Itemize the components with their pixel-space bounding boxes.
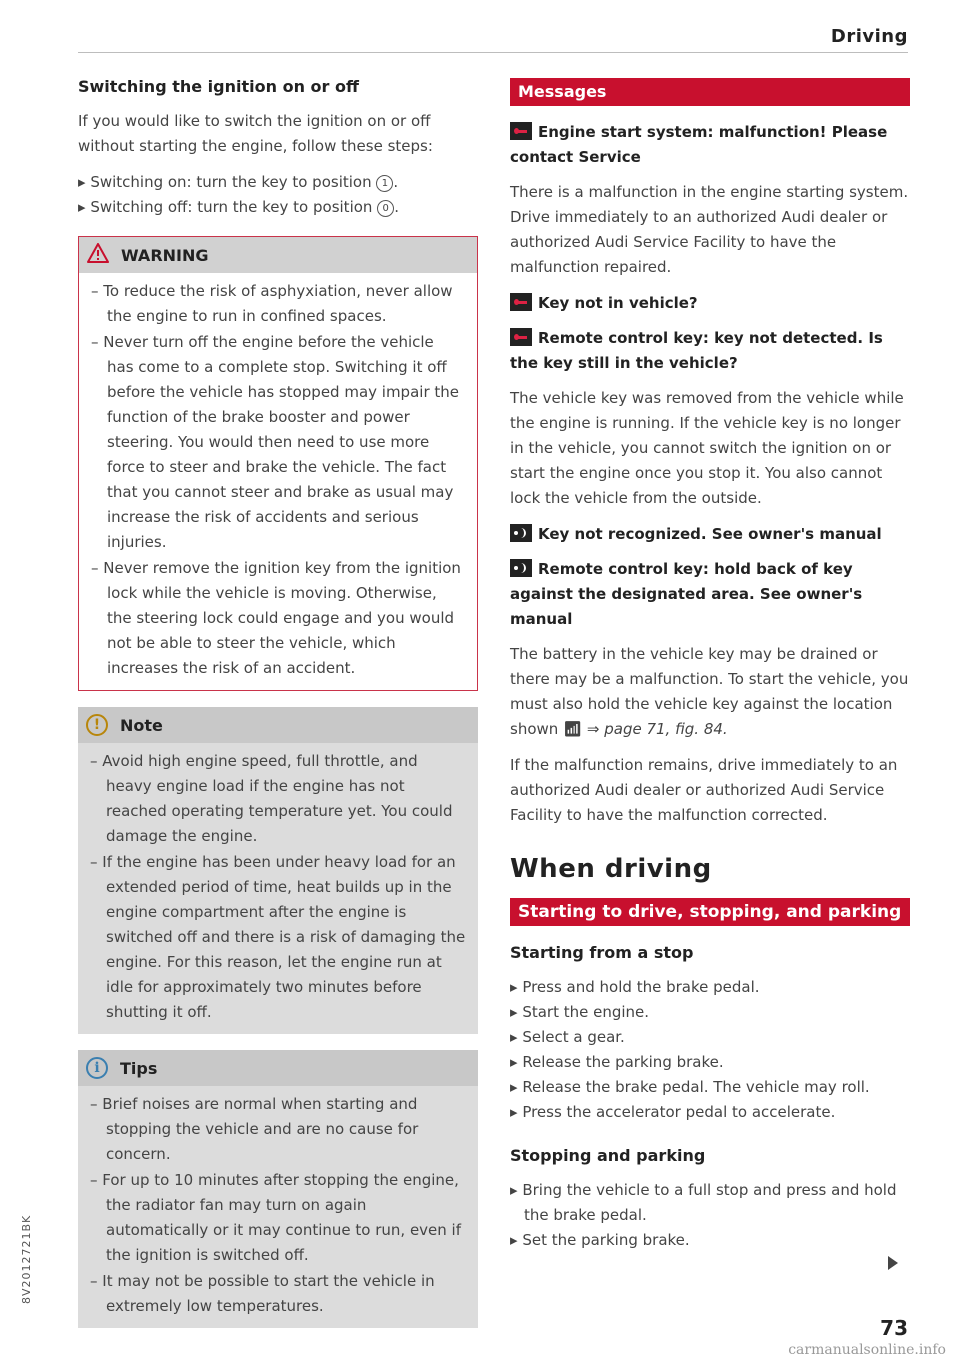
step-item: ▸ Start the engine. <box>510 1000 910 1025</box>
tips-body <box>78 1086 478 1328</box>
note-header <box>78 707 478 743</box>
step-switch-on: ▸ Switching on: turn the key to position 1 . <box>78 170 478 195</box>
info-circle-icon: i <box>86 1057 108 1079</box>
section-title: Driving <box>830 26 908 47</box>
message-hold-key-text-2: If the malfunction remains, drive immediately to an authorized Audi dealer or authorized Audi Service Facility to have the malfunction corrected. <box>510 756 898 824</box>
position-0-icon: 0 <box>377 200 394 217</box>
message-key-not-recognized: Key not recognized. See owner's manual <box>510 522 910 547</box>
step-item: ▸ Bring the vehicle to a full stop and press and hold the brake pedal. <box>510 1178 910 1228</box>
exclamation-circle-icon: ! <box>86 714 108 736</box>
page-number: 73 <box>880 1316 908 1340</box>
document-code: 8V2012721BK <box>20 1214 33 1304</box>
note-body <box>78 743 478 1034</box>
tips-item: – It may not be possible to start the vehicle in extremely low temperatures. <box>90 1269 466 1319</box>
continued-arrow-icon <box>888 1256 898 1270</box>
key-location-icon: 📶︎ <box>563 720 583 738</box>
step-item: ▸ Release the brake pedal. The vehicle may roll. <box>510 1075 910 1100</box>
starting-heading: Starting from a stop <box>510 943 694 962</box>
message-key-not-detected: Remote control key: key not detected. Is the key still in the vehicle? <box>510 329 883 372</box>
step-item: ▸ Select a gear. <box>510 1025 910 1050</box>
note-title: Note <box>120 715 163 735</box>
warning-item: – Never remove the ignition key from the ignition lock while the vehicle is moving. Otherwise, the steering lock could engage and you would not be able to steer the vehicle, which increases the risk of an accident. <box>91 556 465 681</box>
note-box <box>78 707 478 1034</box>
message-key-not-detected-text: The vehicle key was removed from the vehicle while the engine is running. If the vehicle key is no longer in the vehicle, you cannot switch the ignition on or start the engine once you stop it. You also cannot lock the vehicle from the outside. <box>510 389 904 507</box>
warning-triangle-icon <box>87 243 109 267</box>
message-engine-start: Engine start system: malfunction! Please contact Service <box>510 123 888 166</box>
note-item: – If the engine has been under heavy load for an extended period of time, heat builds up in the engine compartment after the engine is switched off and there is a risk of damaging the engine. For this reason, let the engine run at idle for approximately two minutes before shutting it off. <box>90 850 466 1025</box>
tips-item: – Brief noises are normal when starting and stopping the vehicle and are no cause for concern. <box>90 1092 466 1167</box>
step-item: ▸ Press the accelerator pedal to accelerate. <box>510 1100 910 1125</box>
ignition-steps <box>78 170 478 220</box>
message-key-not-in-vehicle: Key not in vehicle? <box>510 291 910 316</box>
watermark: carmanualsonline.info <box>788 1342 946 1358</box>
key-signal-icon <box>510 524 532 542</box>
warning-item: – To reduce the risk of asphyxiation, never allow the engine to run in confined spaces. <box>91 279 465 329</box>
note-item: – Avoid high engine speed, full throttle, and heavy engine load if the engine has not reached operating temperature yet. You could damage the engine. <box>90 749 466 849</box>
starting-steps <box>510 975 910 1125</box>
page-reference-link[interactable]: ⇒ page 71, fig. 84. <box>586 720 728 738</box>
tips-header <box>78 1050 478 1086</box>
warning-header <box>79 237 477 273</box>
position-1-icon: 1 <box>376 175 393 192</box>
when-driving-heading: When driving <box>510 854 712 884</box>
step-item: ▸ Set the parking brake. <box>510 1228 910 1253</box>
ignition-heading: Switching the ignition on or off <box>78 77 359 96</box>
step-item: ▸ Release the parking brake. <box>510 1050 910 1075</box>
message-hold-key-text: The battery in the vehicle key may be drained or there may be a malfunction. To start the vehicle, you must also hold the vehicle key against the location shown 📶︎ ⇒ page 71, fig. 84. <box>510 645 909 738</box>
warning-title: WARNING <box>121 245 209 265</box>
stopping-steps <box>510 1178 910 1253</box>
warning-body <box>79 273 477 690</box>
key-icon <box>510 328 532 346</box>
ignition-intro: If you would like to switch the ignition on or off without starting the engine, follow these steps: <box>78 112 433 155</box>
message-engine-start-text: There is a malfunction in the engine starting system. Drive immediately to an authorized Audi dealer or authorized Audi Service Facility to have the malfunction repaired. <box>510 183 909 276</box>
engine-start-icon <box>510 122 532 140</box>
key-icon <box>510 293 532 311</box>
header-rule <box>78 52 908 53</box>
tips-title: Tips <box>120 1058 158 1078</box>
left-column <box>78 74 478 1340</box>
right-column <box>510 74 910 1264</box>
key-signal-icon <box>510 559 532 577</box>
starting-stopping-bar: Starting to drive, stopping, and parking <box>510 898 910 926</box>
tips-box <box>78 1050 478 1328</box>
messages-bar: Messages <box>510 78 910 106</box>
step-switch-off: ▸ Switching off: turn the key to position 0 . <box>78 195 478 220</box>
stopping-heading: Stopping and parking <box>510 1146 706 1165</box>
warning-box <box>78 236 478 691</box>
warning-item: – Never turn off the engine before the vehicle has come to a complete stop. Switching it off before the vehicle has stopped may impair the function of the brake booster and power steering. You would then need to use more force to steer and brake the vehicle. The fact that you cannot steer and brake as usual may increase the risk of accidents and serious injuries. <box>91 330 465 555</box>
step-item: ▸ Press and hold the brake pedal. <box>510 975 910 1000</box>
tips-item: – For up to 10 minutes after stopping the engine, the radiator fan may turn on again automatically or it may continue to run, even if the ignition is switched off. <box>90 1168 466 1268</box>
message-hold-key: Remote control key: hold back of key against the designated area. See owner's manual <box>510 560 863 628</box>
